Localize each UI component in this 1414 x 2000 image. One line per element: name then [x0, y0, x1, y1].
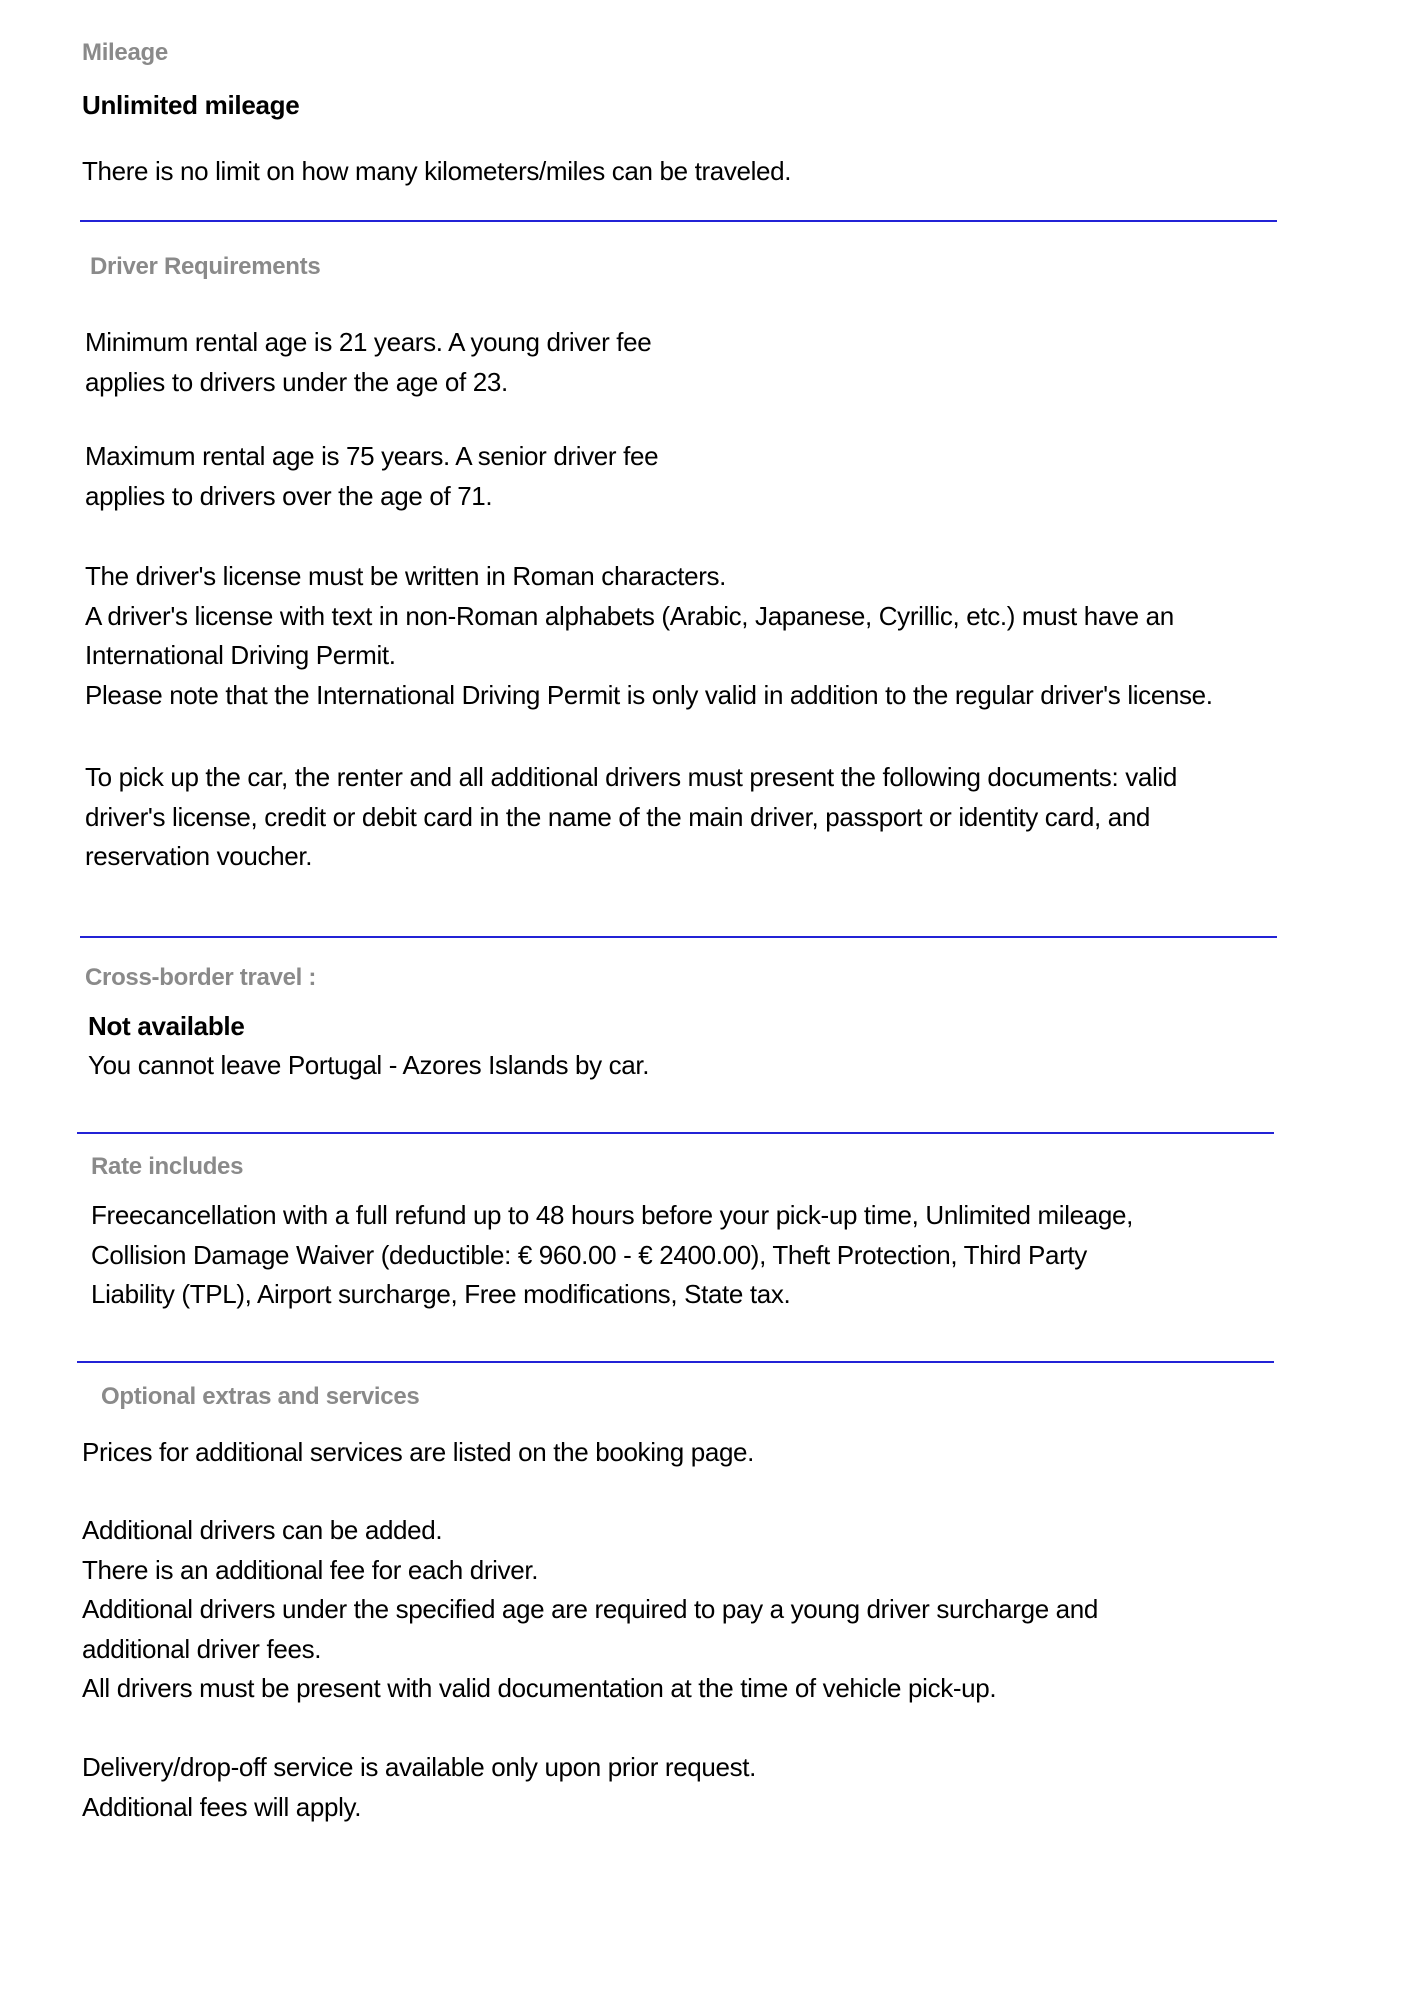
- driver-requirements-label: Driver Requirements: [90, 253, 321, 280]
- text-line: All drivers must be present with valid documentation at the time of vehicle pick-up.: [82, 1673, 997, 1703]
- driver-age-min-paragraph: [85, 323, 651, 402]
- text-line: Delivery/drop-off service is available only upon prior request.: [82, 1752, 757, 1782]
- text-line: International Driving Permit.: [85, 640, 396, 670]
- cross-border-value: Not available: [88, 1011, 245, 1041]
- text-line: To pick up the car, the renter and all additional drivers must present the following documents: valid: [85, 762, 1177, 792]
- text-line: There is an additional fee for each driver.: [82, 1554, 539, 1585]
- text-line: Prices for additional services are listed on the booking page.: [82, 1437, 755, 1467]
- text-line: reservation voucher.: [85, 841, 313, 871]
- rate-includes-label: Rate includes: [91, 1153, 244, 1180]
- section-divider: [80, 936, 1277, 938]
- section-divider: [80, 220, 1277, 222]
- text-line: Collision Damage Waiver (deductible: € 960.00 - € 2400.00), Theft Protection, Third Party: [91, 1239, 1087, 1270]
- pickup-documents-paragraph: [85, 758, 1177, 877]
- text-line: driver's license, credit or debit card in the name of the main driver, passport or identity card, and: [85, 801, 1151, 832]
- text-line: additional driver fees.: [82, 1633, 322, 1664]
- text-line: applies to drivers over the age of 71.: [85, 480, 493, 511]
- text-line: There is no limit on how many kilometers/miles can be traveled.: [82, 156, 792, 186]
- text-line: Minimum rental age is 21 years. A young driver fee: [85, 327, 652, 357]
- driver-age-max-paragraph: [85, 437, 658, 516]
- mileage-label: Mileage: [82, 39, 168, 66]
- mileage-value: Unlimited mileage: [82, 90, 300, 120]
- optional-extras-label: Optional extras and services: [101, 1383, 420, 1410]
- text-line: A driver's license with text in non-Roman alphabets (Arabic, Japanese, Cyrillic, etc.) must have an: [85, 600, 1174, 631]
- additional-drivers-paragraph: [82, 1511, 1098, 1709]
- cross-border-label: Cross-border travel :: [85, 964, 317, 991]
- text-line: Additional drivers can be added.: [82, 1515, 443, 1545]
- text-line: Maximum rental age is 75 years. A senior driver fee: [85, 441, 659, 471]
- cross-border-description: [88, 1046, 649, 1086]
- license-paragraph: [85, 557, 1213, 715]
- text-line: Liability (TPL), Airport surcharge, Free modifications, State tax.: [91, 1279, 791, 1309]
- text-line: Freecancellation with a full refund up to 48 hours before your pick-up time, Unlimited mileage,: [91, 1200, 1133, 1230]
- rate-includes-description: [91, 1196, 1133, 1315]
- prices-paragraph: [82, 1433, 754, 1473]
- text-line: Additional fees will apply.: [82, 1791, 362, 1822]
- section-divider: [77, 1361, 1274, 1363]
- mileage-description: [82, 152, 791, 192]
- delivery-paragraph: [82, 1748, 756, 1827]
- text-line: Additional drivers under the specified age are required to pay a young driver surcharge and: [82, 1594, 1099, 1624]
- text-line: applies to drivers under the age of 23.: [85, 366, 508, 397]
- text-line: Please note that the International Driving Permit is only valid in addition to the regular driver's license.: [85, 679, 1213, 710]
- text-line: You cannot leave Portugal - Azores Islands by car.: [88, 1050, 650, 1080]
- section-divider: [77, 1132, 1274, 1134]
- text-line: The driver's license must be written in Roman characters.: [85, 561, 727, 591]
